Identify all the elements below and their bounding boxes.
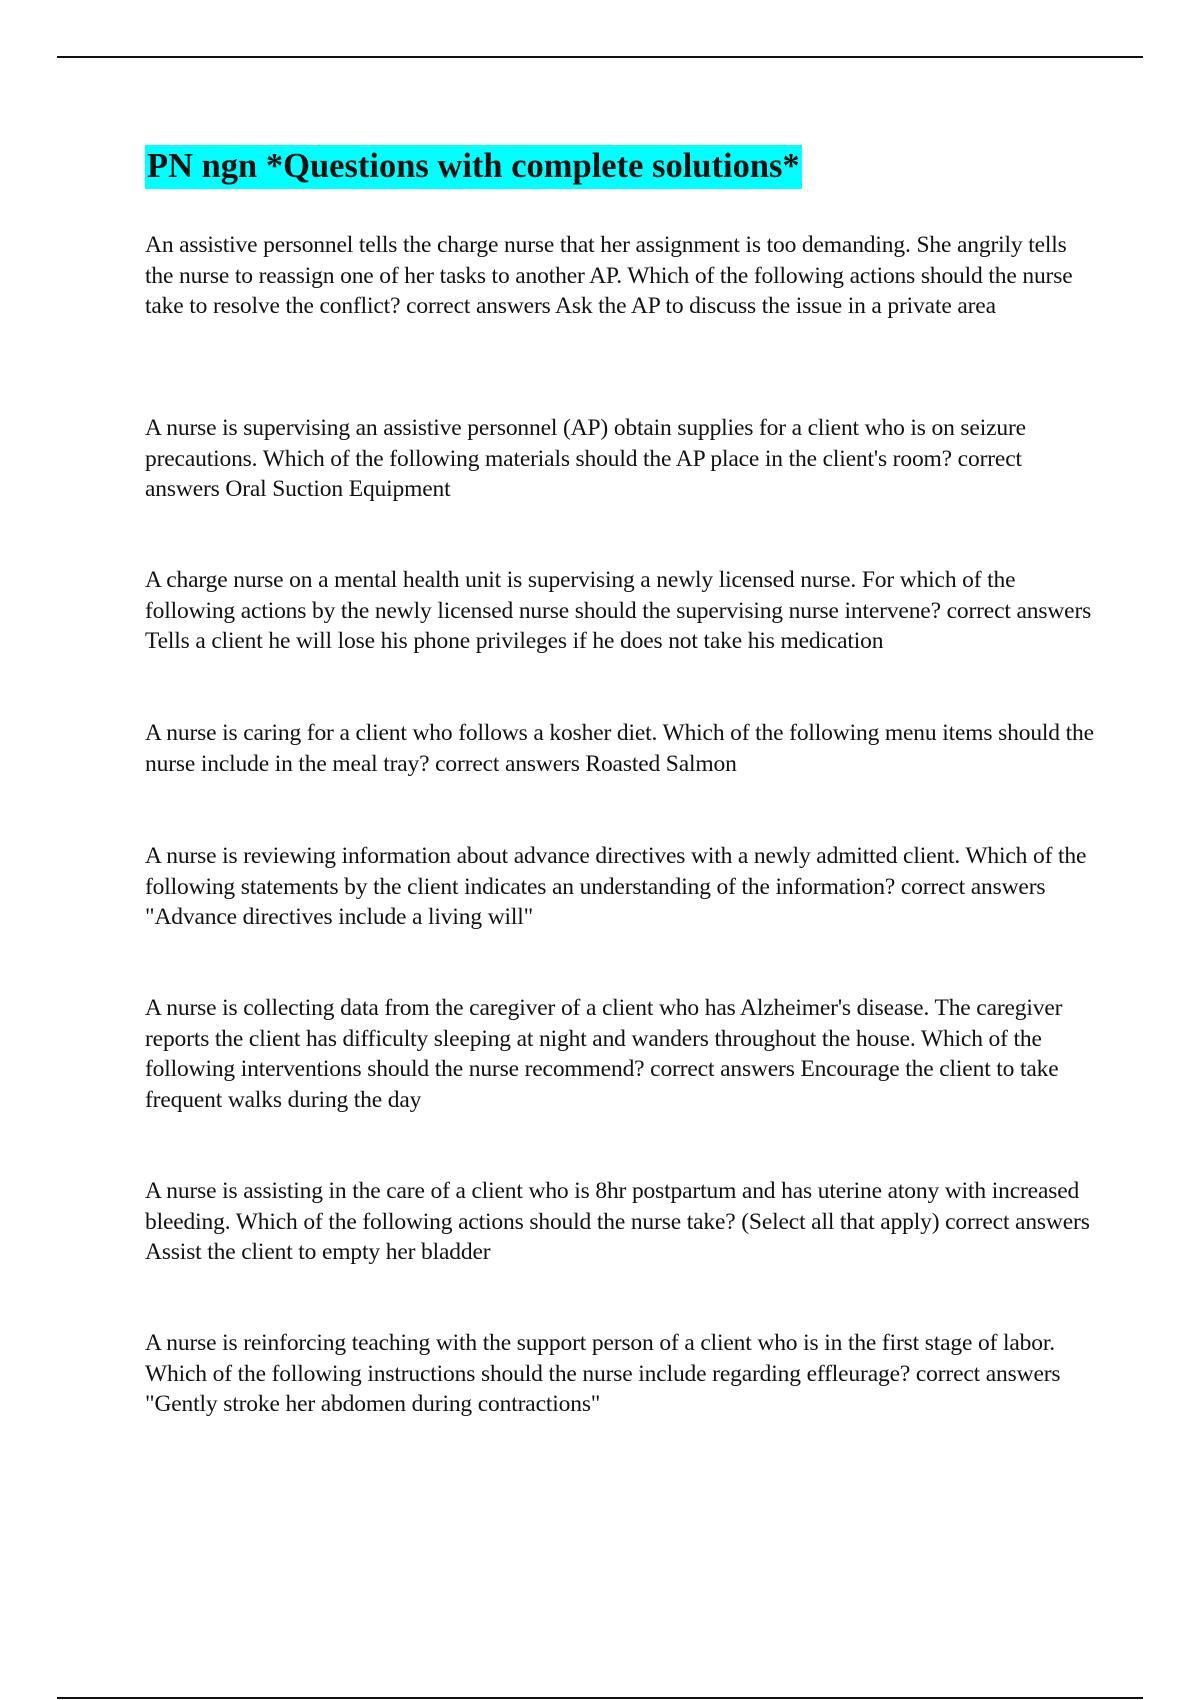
footer-rule [57,1697,1143,1699]
question-1: An assistive personnel tells the charge nurse that her assignment is too demanding. She angrily tells the nurse to reassign one of her tasks to another AP. Which of the following actions should the nurse take to resolve the conflict? correct answers Ask the AP to discuss the issue in a private area [145,232,1073,319]
question-4: A nurse is caring for a client who follows a kosher diet. Which of the following menu items should the nurse include in the meal tray? correct answers Roasted Salmon [145,720,1094,777]
question-5: A nurse is reviewing information about advance directives with a newly admitted client. Which of the following statements by the client indicates an understanding of the information? correct answers "Advance directives include a living will" [145,843,1087,930]
document-title-text: PN ngn *Questions with complete solutions* [145,145,802,189]
header-rule [57,56,1143,58]
question-2: A nurse is supervising an assistive personnel (AP) obtain supplies for a client who is on seizure precautions. Which of the following materials should the AP place in the client's room? correct answers Oral Suction Equipment [145,415,1026,502]
document-title [145,143,802,189]
question-8: A nurse is reinforcing teaching with the support person of a client who is in the first stage of labor. Which of the following instructions should the nurse include regarding effleurage? correct answers "Gently stroke her abdomen during contractions" [145,1330,1061,1417]
question-6: A nurse is collecting data from the caregiver of a client who has Alzheimer's disease. The caregiver reports the client has difficulty sleeping at night and wanders throughout the house. Which of the following interventions should the nurse recommend? correct answers Encourage the client to take frequent walks during the day [145,995,1063,1113]
question-7: A nurse is assisting in the care of a client who is 8hr postpartum and has uterine atony with increased bleeding. Which of the following actions should the nurse take? (Select all that apply) correct answers Assist the client to empty her bladder [145,1178,1090,1265]
question-3: A charge nurse on a mental health unit is supervising a newly licensed nurse. For which of the following actions by the newly licensed nurse should the supervising nurse intervene? correct answers Tells a client he will lose his phone privileges if he does not take his medication [145,567,1092,654]
